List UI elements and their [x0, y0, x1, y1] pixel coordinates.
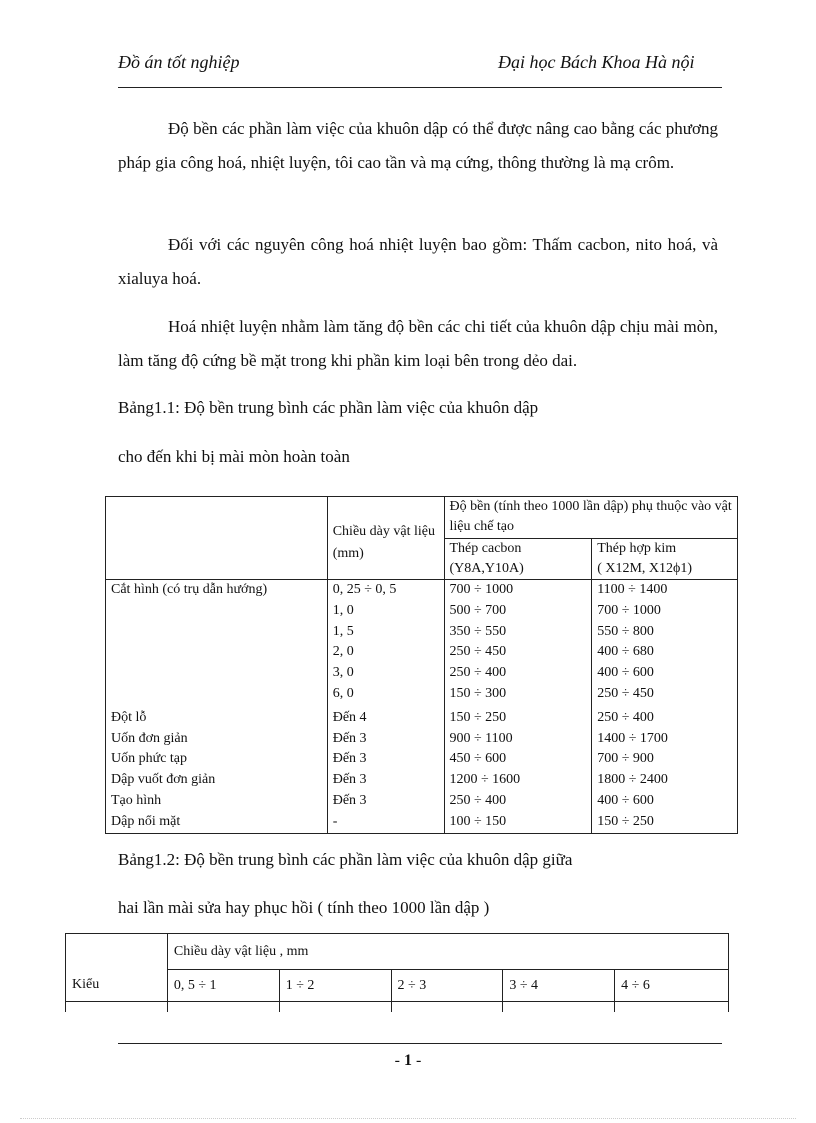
table1-alloy-steel-column: 1100 ÷ 1400 700 ÷ 1000 550 ÷ 800 400 ÷ 680 400 ÷ 600 250 ÷ 450 250 ÷ 400 1400 ÷ 1700 700 ÷ 900 1800 ÷ 2400 400 ÷ 600 150 ÷ 250 [592, 580, 738, 834]
page-number: - 1 - [394, 1052, 422, 1069]
table1-header-row [106, 497, 738, 539]
table1-header-carbon-steel: Thép cacbon (Y8A,Y10A) [444, 539, 592, 580]
table2-range-1: 0, 5 ÷ 1 [167, 970, 279, 1002]
table1-carbon-steel-column: 700 ÷ 1000 500 ÷ 700 350 ÷ 550 250 ÷ 450 250 ÷ 400 150 ÷ 300 150 ÷ 250 900 ÷ 1100 450 ÷ 600 1200 ÷ 1600 250 ÷ 400 100 ÷ 150 [444, 580, 592, 834]
table2-thickness-header: Chiều dày vật liệu , mm [167, 934, 728, 970]
table2-header-row [66, 934, 729, 970]
table1-header-thickness: Chiều dày vật liệu (mm) [327, 497, 444, 580]
table1-caption-line2: cho đến khi bị mài mòn hoàn toàn [118, 447, 350, 466]
paragraph-3: Hoá nhiệt luyện nhằm làm tăng độ bền các chi tiết của khuôn dập chịu mài mòn, làm tăng độ cứng bề mặt trong khi phần kim loại bên trong dẻo dai. [118, 317, 718, 370]
header-right-title: Đại học Bách Khoa Hà nội [498, 52, 695, 72]
table1-header-alloy-steel: Thép hợp kim ( X12M, X12ϕ1) [592, 539, 738, 580]
table2-caption-line1: Bảng1.2: Độ bền trung bình các phần làm việc của khuôn dập giữa [118, 850, 573, 869]
table1-header-operation [106, 497, 328, 580]
paragraph-2: Đối với các nguyên công hoá nhiệt luyện bao gồm: Thấm cacbon, nito hoá, và xialuya hoá. [118, 235, 718, 288]
page-bottom-dotted-line [20, 1118, 796, 1119]
durability-table-1 [105, 496, 738, 834]
table2-range-4: 3 ÷ 4 [503, 970, 615, 1002]
table2-range-3: 2 ÷ 3 [391, 970, 503, 1002]
header-left-title: Đồ án tốt nghiệp [118, 52, 240, 72]
header-rule [118, 87, 722, 88]
footer-rule [118, 1043, 722, 1044]
table2-range-5: 4 ÷ 6 [615, 970, 729, 1002]
table1-operation-column: Cắt hình (có trụ dẫn hướng) Đột lỗ Uốn đơn giản Uốn phức tạp Dập vuốt đơn giản Tạo hình Dập nổi mặt [106, 580, 328, 834]
table1-header-durability: Độ bền (tính theo 1000 lần dập) phụ thuộc vào vật liệu chế tạo [444, 497, 738, 539]
table2-type-header: Kiểu [66, 934, 168, 1002]
table2-caption-line2: hai lần mài sửa hay phục hồi ( tính theo 1000 lần dập ) [118, 898, 490, 917]
table1-body-row [106, 580, 738, 834]
table1-caption-line1: Bảng1.1: Độ bền trung bình các phần làm việc của khuôn dập [118, 398, 539, 417]
table1-thickness-column: 0, 25 ÷ 0, 5 1, 0 1, 5 2, 0 3, 0 6, 0 Đến 4 Đến 3 Đến 3 Đến 3 Đến 3 - [327, 580, 444, 834]
paragraph-1: Độ bền các phần làm việc của khuôn dập có thể được nâng cao bằng các phương pháp gia công hoá, nhiệt luyện, tôi cao tần và mạ cứng, thông thường là mạ crôm. [118, 119, 718, 172]
page-cut-mask [40, 1012, 760, 1042]
table2-range-2: 1 ÷ 2 [279, 970, 391, 1002]
